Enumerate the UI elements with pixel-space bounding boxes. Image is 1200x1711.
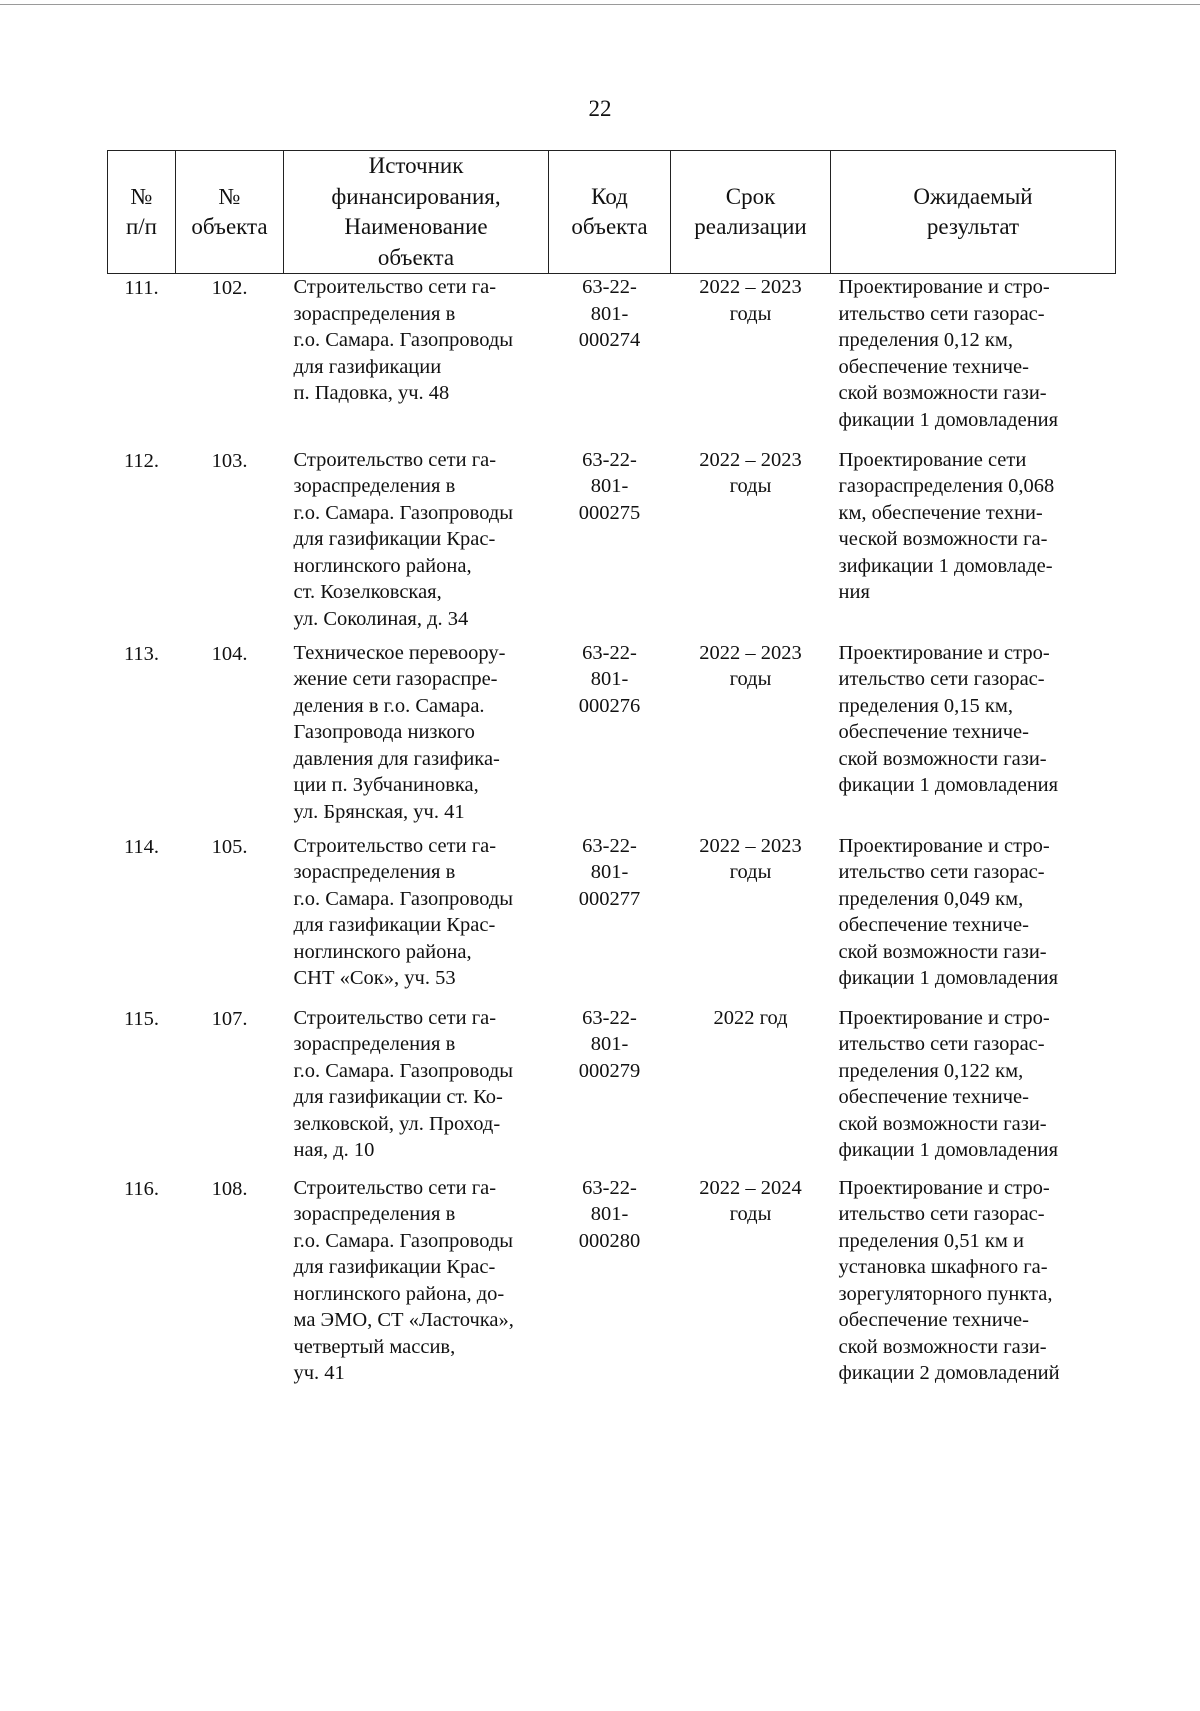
object-name-cell [284, 640, 549, 833]
cell-line: 63-22- [582, 448, 637, 471]
cell-line: 2022 – 2023 [699, 276, 802, 298]
header-result [831, 151, 1116, 274]
cell-line: г.о. Самара. Газопроводы [293, 329, 514, 351]
cell-line: пределения 0,12 км, [838, 329, 1013, 351]
cell-line: четвертый массив, [293, 1335, 456, 1358]
cell-line: ции п. Зубчаниновка, [293, 774, 479, 796]
cell-line: годы [729, 668, 772, 690]
cell-line: 63-22- [582, 641, 637, 664]
cell-line: 2022 год [713, 1006, 788, 1029]
object-number-cell: 108. [211, 1177, 248, 1200]
cell-line: зораспределения в [293, 861, 456, 883]
row-number-cell: 112. [123, 449, 160, 472]
header-line: № [130, 183, 153, 209]
table-row [108, 1175, 1116, 1387]
header-line: Ожидаемый [913, 183, 1033, 209]
period-cell [671, 640, 831, 833]
cell-line: ул. Соколиная, д. 34 [293, 607, 469, 630]
cell-line: г.о. Самара. Газопроводы [293, 1059, 514, 1082]
cell-line: обеспечение техниче- [838, 721, 1029, 743]
object-code-cell [549, 274, 671, 447]
cell-line: 2022 – 2023 [699, 834, 802, 857]
object-number-cell: 102. [211, 277, 248, 299]
cell-line: 801- [590, 861, 629, 883]
row-number-cell: 115. [123, 1007, 160, 1030]
cell-line: Строительство сети га- [293, 1006, 497, 1029]
cell-line: пределения 0,122 км, [838, 1059, 1024, 1082]
header-line: объекта [191, 214, 268, 239]
object-code-cell [549, 1005, 671, 1175]
cell-line: 2022 – 2023 [699, 641, 802, 664]
cell-line: годы [729, 861, 772, 883]
cell-line: обеспечение техниче- [838, 914, 1029, 936]
cell-line: Проектирование и стро- [838, 1176, 1050, 1199]
period-cell [671, 447, 831, 640]
cell-line: ул. Брянская, уч. 41 [293, 800, 465, 823]
cell-line: ческой возможности га- [838, 528, 1048, 550]
cell-line: зификации 1 домовладе- [838, 554, 1053, 577]
row-number-cell: 116. [123, 1177, 160, 1200]
cell-line: обеспечение техниче- [838, 1309, 1029, 1331]
cell-line: зораспределения в [293, 1203, 456, 1225]
cell-line: газораспределения 0,068 [838, 475, 1055, 497]
cell-line: ской возможности гази- [838, 382, 1047, 404]
result-cell [831, 640, 1116, 833]
cell-line: ской возможности гази- [838, 940, 1047, 963]
cell-line: для газификации Крас- [293, 1256, 496, 1278]
row-number-cell: 114. [123, 835, 160, 858]
gas-network-objects-table [107, 150, 1116, 1387]
cell-line: пределения 0,51 км и [838, 1229, 1024, 1252]
header-line: результат [926, 214, 1020, 239]
cell-line: Газопровода низкого [293, 721, 475, 743]
cell-line: г.о. Самара. Газопроводы [293, 1229, 514, 1252]
cell-line: обеспечение техниче- [838, 1086, 1029, 1108]
header-line: объекта [571, 214, 648, 239]
cell-line: ительство сети газорас- [838, 302, 1045, 325]
cell-line: 63-22- [582, 834, 637, 857]
cell-line: годы [729, 1203, 772, 1225]
cell-line: для газификации Крас- [293, 914, 496, 936]
header-object-number [176, 151, 284, 274]
table-row [108, 640, 1116, 833]
cell-line: годы [729, 475, 772, 497]
header-line: объекта [377, 244, 455, 270]
cell-line: 801- [590, 1033, 629, 1055]
cell-line: Проектирование и стро- [838, 276, 1050, 298]
result-cell [831, 1175, 1116, 1387]
cell-line: ная, д. 10 [293, 1139, 375, 1161]
cell-line: ительство сети газорас- [838, 668, 1045, 690]
cell-line: фикации 1 домовладения [838, 408, 1059, 431]
cell-line: жение сети газораспре- [293, 668, 498, 690]
header-pp [108, 151, 176, 274]
object-number-cell: 107. [211, 1007, 248, 1030]
cell-line: зорегуляторного пункта, [838, 1282, 1053, 1305]
cell-line: 000277 [578, 887, 641, 910]
object-number-cell: 103. [211, 449, 248, 472]
cell-line: Строительство сети га- [293, 1176, 497, 1199]
cell-line: зелковской, ул. Проход- [293, 1112, 501, 1135]
header-line: Срок [725, 183, 776, 209]
cell-line: км, обеспечение техни- [838, 501, 1043, 524]
object-code-cell [549, 640, 671, 833]
cell-line: фикации 1 домовладения [838, 967, 1059, 989]
cell-line: СНТ «Сок», уч. 53 [293, 967, 456, 989]
object-number-cell: 105. [211, 835, 248, 858]
period-cell [671, 1175, 831, 1387]
cell-line: Проектирование сети [838, 448, 1027, 471]
cell-line: годы [729, 302, 772, 325]
cell-line: фикации 2 домовладений [838, 1362, 1060, 1384]
header-line: п/п [125, 214, 157, 239]
cell-line: г.о. Самара. Газопроводы [293, 887, 514, 910]
cell-line: ской возможности гази- [838, 1112, 1047, 1135]
cell-line: Строительство сети га- [293, 276, 497, 298]
cell-line: зораспределения в [293, 1033, 456, 1055]
cell-line: Техническое перевоору- [293, 641, 506, 664]
cell-line: 000280 [578, 1229, 641, 1252]
table-row [108, 1005, 1116, 1175]
cell-line: 000275 [578, 501, 641, 524]
cell-line: 63-22- [582, 1006, 637, 1029]
page-number: 22 [588, 96, 612, 121]
object-name-cell [284, 1005, 549, 1175]
object-name-cell [284, 447, 549, 640]
cell-line: 801- [590, 475, 629, 497]
cell-line: зораспределения в [293, 475, 456, 497]
table-row [108, 447, 1116, 640]
cell-line: ительство сети газорас- [838, 1033, 1045, 1055]
cell-line: уч. 41 [293, 1362, 345, 1384]
cell-line: Проектирование и стро- [838, 834, 1050, 857]
period-cell [671, 1005, 831, 1175]
cell-line: Строительство сети га- [293, 834, 497, 857]
cell-line: ительство сети газорас- [838, 861, 1045, 883]
header-object-code [549, 151, 671, 274]
header-row [108, 151, 1116, 274]
cell-line: ст. Козелковская, [293, 581, 442, 603]
cell-line: Строительство сети га- [293, 448, 497, 471]
scan-edge-line [0, 4, 1200, 5]
cell-line: для газификации [293, 355, 442, 378]
header-line: реализации [694, 214, 807, 239]
object-code-cell [549, 1175, 671, 1387]
result-cell [831, 274, 1116, 447]
result-cell [831, 447, 1116, 640]
cell-line: п. Падовка, уч. 48 [293, 382, 450, 404]
period-cell [671, 833, 831, 1005]
cell-line: ния [838, 581, 870, 603]
header-period [671, 151, 831, 274]
object-code-cell [549, 833, 671, 1005]
cell-line: пределения 0,049 км, [838, 887, 1024, 910]
cell-line: ской возможности гази- [838, 1335, 1047, 1358]
header-line: Источник [368, 153, 464, 178]
row-number-cell: 111. [124, 277, 159, 299]
cell-line: для газификации ст. Ко- [293, 1086, 503, 1108]
cell-line: зораспределения в [293, 302, 456, 325]
cell-line: 801- [590, 302, 629, 325]
header-line: № [218, 183, 241, 209]
cell-line: фикации 1 домовладения [838, 1139, 1059, 1161]
object-name-cell [284, 1175, 549, 1387]
header-line: Наименование [344, 214, 488, 239]
cell-line: ноглинского района, до- [293, 1282, 505, 1305]
period-cell [671, 274, 831, 447]
object-number-cell: 104. [211, 642, 248, 665]
cell-line: 801- [590, 668, 629, 690]
cell-line: 000279 [578, 1059, 641, 1082]
cell-line: г.о. Самара. Газопроводы [293, 501, 514, 524]
header-line: Код [591, 183, 628, 209]
table-header [108, 151, 1116, 274]
cell-line: 2022 – 2023 [699, 448, 802, 471]
table-body [108, 274, 1116, 1387]
table-row [108, 274, 1116, 447]
cell-line: обеспечение техниче- [838, 355, 1029, 378]
cell-line: ской возможности гази- [838, 747, 1047, 770]
row-number-cell: 113. [123, 642, 160, 665]
cell-line: ительство сети газорас- [838, 1203, 1045, 1225]
cell-line: установка шкафного га- [838, 1256, 1048, 1278]
cell-line: деления в г.о. Самара. [293, 694, 485, 717]
cell-line: 000274 [578, 329, 641, 351]
cell-line: 63-22- [582, 276, 637, 298]
cell-line: ноглинского района, [293, 554, 472, 577]
cell-line: Проектирование и стро- [838, 641, 1050, 664]
cell-line: фикации 1 домовладения [838, 774, 1059, 796]
cell-line: 000276 [578, 694, 641, 717]
object-name-cell [284, 833, 549, 1005]
cell-line: ноглинского района, [293, 940, 472, 963]
cell-line: Проектирование и стро- [838, 1006, 1050, 1029]
cell-line: для газификации Крас- [293, 528, 496, 550]
header-source-name [284, 151, 549, 274]
cell-line: 63-22- [582, 1176, 637, 1199]
cell-line: ма ЭМО, СТ «Ласточка», [293, 1309, 514, 1331]
cell-line: 2022 – 2024 [699, 1176, 802, 1199]
table-row [108, 833, 1116, 1005]
result-cell [831, 1005, 1116, 1175]
cell-line: пределения 0,15 км, [838, 694, 1013, 717]
header-line: финансирования, [331, 183, 501, 209]
result-cell [831, 833, 1116, 1005]
cell-line: 801- [590, 1203, 629, 1225]
object-code-cell [549, 447, 671, 640]
object-name-cell [284, 274, 549, 447]
cell-line: давления для газифика- [293, 747, 500, 770]
